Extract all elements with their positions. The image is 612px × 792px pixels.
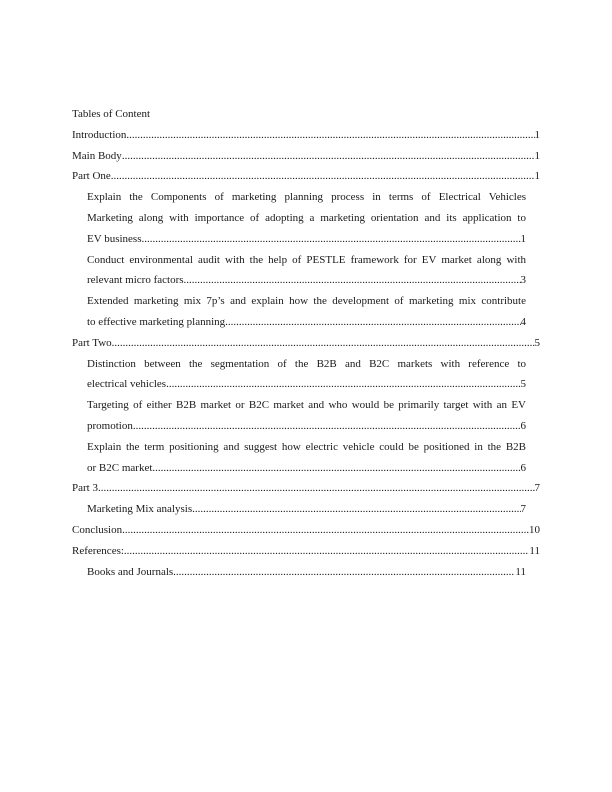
dot-leader: [122, 146, 535, 167]
toc-entry-targeting[interactable]: [87, 395, 526, 437]
dot-leader: [225, 312, 520, 333]
dot-leader: [126, 125, 534, 146]
toc-entry-line: Extended marketing mix 7p’s and explain how the development of marketing mix contribute: [87, 295, 526, 308]
toc-entry-part-two[interactable]: [72, 333, 540, 354]
toc-entry-extended-marketing-mix[interactable]: [87, 291, 526, 333]
toc-entry-label: Books and Journals: [87, 565, 174, 578]
toc-page-number: 1: [520, 232, 526, 245]
dot-leader: [111, 166, 535, 187]
toc-page-number: 1: [534, 149, 540, 162]
toc-page-number: 5: [520, 378, 526, 391]
toc-page-number: 7: [520, 503, 526, 516]
toc-entry-pestle-audit[interactable]: [87, 250, 526, 292]
dot-leader: [133, 416, 521, 437]
toc-entry-label: or B2C market: [87, 461, 153, 474]
toc-entry-marketing-planning-components[interactable]: [87, 187, 526, 249]
toc-entry-label: to effective marketing planning: [87, 315, 226, 328]
toc-entry-label: References:: [72, 544, 124, 557]
document-page: [72, 104, 540, 582]
dot-leader: [112, 333, 535, 354]
dot-leader: [166, 374, 520, 395]
toc-entry-line: Targeting of either B2B market or B2C market and who would be primarily target with an EV: [87, 399, 526, 412]
toc-entry-conclusion[interactable]: [72, 520, 540, 541]
dot-leader: [124, 541, 529, 562]
toc-entry-label: Part Two: [72, 336, 112, 349]
dot-leader: [173, 562, 515, 583]
toc-entry-segmentation[interactable]: [87, 354, 526, 396]
toc-entry-positioning[interactable]: [87, 437, 526, 479]
toc-page-number: 11: [515, 565, 526, 578]
toc-entry-line: Distinction between the segmentation of the B2B and B2C markets with reference to: [87, 357, 526, 370]
toc-page-number: 5: [534, 336, 540, 349]
toc-entry-introduction[interactable]: [72, 125, 540, 146]
toc-entry-references[interactable]: [72, 541, 540, 562]
toc-page-number: 4: [520, 315, 526, 328]
dot-leader: [98, 478, 535, 499]
dot-leader: [142, 229, 521, 250]
toc-entry-label: Part One: [72, 170, 111, 183]
toc-entry-label: Conclusion: [72, 523, 123, 536]
toc-entry-label: relevant micro factors: [87, 274, 184, 287]
toc-entry-label: Main Body: [72, 149, 122, 162]
toc-page-number: 3: [520, 274, 526, 287]
toc-entry-part-one[interactable]: [72, 166, 540, 187]
toc-entry-label: promotion: [87, 419, 133, 432]
toc-entry-label: Marketing Mix analysis: [87, 503, 193, 516]
toc-entry-label: Introduction: [72, 128, 127, 141]
toc-page-number: 11: [529, 544, 540, 557]
toc-page-number: 7: [534, 482, 540, 495]
toc-entry-main-body[interactable]: [72, 146, 540, 167]
toc-entry-label: EV business: [87, 232, 142, 245]
toc-entry-marketing-mix-analysis[interactable]: [87, 499, 526, 520]
toc-entry-label: electrical vehicles: [87, 378, 167, 391]
toc-entry-line: Marketing along with importance of adopting a marketing orientation and its application to: [87, 211, 526, 224]
dot-leader: [192, 499, 520, 520]
toc-entry-part-3[interactable]: [72, 478, 540, 499]
toc-entry-books-and-journals[interactable]: [87, 562, 526, 583]
toc-title: Tables of Content: [72, 108, 151, 120]
toc-page-number: 1: [534, 128, 540, 141]
toc-page-number: 6: [520, 461, 526, 474]
dot-leader: [152, 458, 520, 479]
toc-page-number: 10: [529, 523, 540, 536]
toc-entry-line: Explain the Components of marketing planning process in terms of Electrical Vehicles: [87, 191, 526, 204]
dot-leader: [122, 520, 529, 541]
toc-entry-label: Part 3: [72, 482, 98, 495]
toc-page-number: 1: [534, 170, 540, 183]
toc-entry-line: Conduct environmental audit with the help of PESTLE framework for EV market along with: [87, 253, 526, 266]
dot-leader: [184, 270, 521, 291]
toc-entry-line: Explain the term positioning and suggest how electric vehicle could be positioned in the B2B: [87, 440, 526, 453]
toc-page-number: 6: [520, 419, 526, 432]
